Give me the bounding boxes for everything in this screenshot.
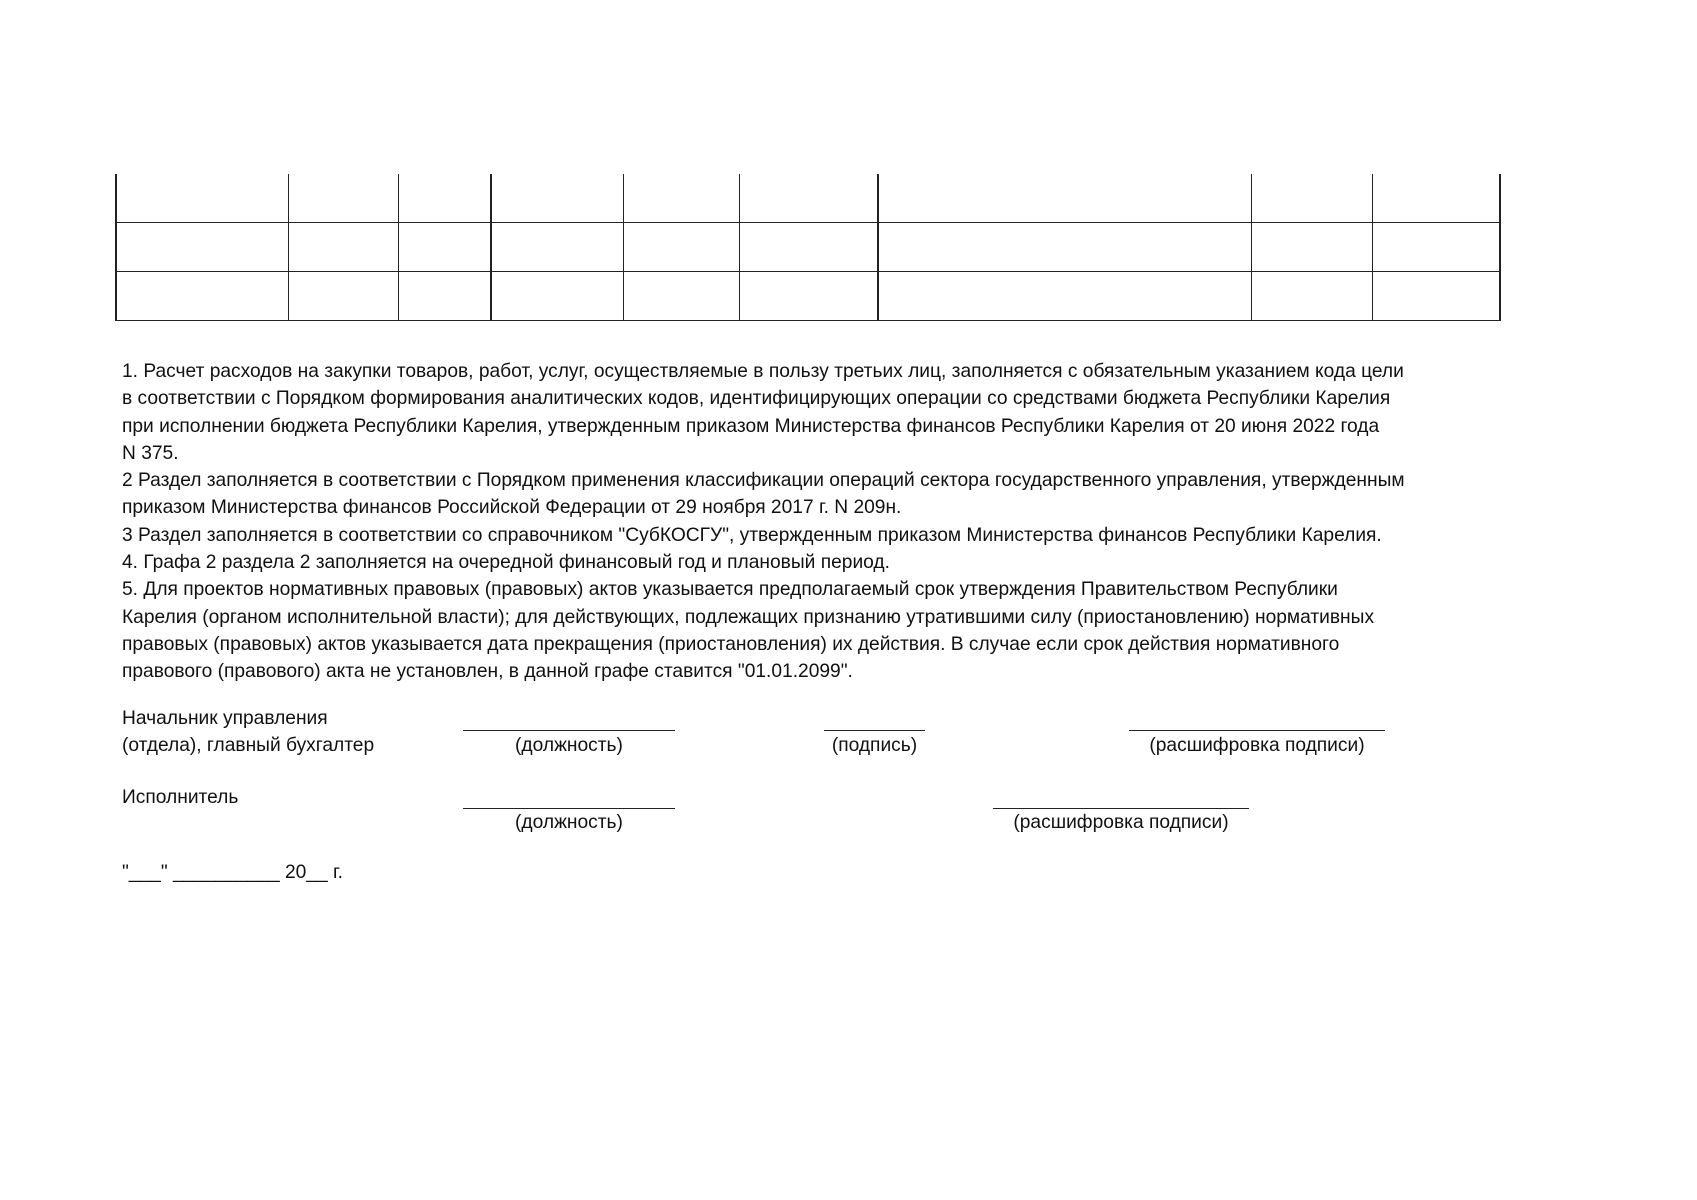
- table-vertical-rule: [739, 174, 740, 320]
- footnote-line: при исполнении бюджета Республики Карелия, утвержденным приказом Министерства финансов Республики Карелия от 20 июня 2022 года: [122, 415, 1380, 437]
- table-cell: [739, 222, 877, 271]
- executor-position-field[interactable]: [463, 808, 675, 809]
- footnote-line: 4. Графа 2 раздела 2 заполняется на очередной финансовый год и плановый период.: [122, 552, 890, 574]
- table-vertical-rule: [1372, 174, 1373, 320]
- table-cell: [288, 271, 398, 320]
- table-cell: [398, 174, 490, 222]
- table-cell: [398, 222, 490, 271]
- table-cell: [877, 222, 1251, 271]
- footnote-line: правовых (правовых) актов указывается дата прекращения (приостановления) их действия. В случае если срок действия нормативного: [122, 633, 1340, 655]
- table-cell: [739, 271, 877, 320]
- table-cell: [398, 271, 490, 320]
- head-signature-caption: (подпись): [831, 735, 918, 756]
- table-horizontal-rule: [115, 271, 1501, 272]
- table-cell: [115, 271, 288, 320]
- head-decoding-field[interactable]: [1129, 730, 1385, 731]
- table-cell: [877, 174, 1251, 222]
- table-cell: [739, 174, 877, 222]
- table-cell: [115, 222, 288, 271]
- head-label-line2: (отдела), главный бухгалтер: [122, 735, 375, 756]
- footnote-line: приказом Министерства финансов Российской Федерации от 29 ноября 2017 г. N 209н.: [122, 497, 902, 519]
- table-cell: [1372, 174, 1499, 222]
- footnote-line: 3 Раздел заполняется в соответствии со справочником "СубКОСГУ", утвержденным приказом Министерства финансов Республики Карелия.: [122, 524, 1382, 546]
- executor-decoding-caption: (расшифровка подписи): [1013, 812, 1229, 833]
- table-cell: [288, 222, 398, 271]
- table-cell: [115, 174, 288, 222]
- footnote-line: 1. Расчет расходов на закупки товаров, работ, услуг, осуществляемые в пользу третьих лиц, заполняется с обязательным указанием кода цели: [122, 361, 1404, 382]
- table-vertical-rule: [623, 174, 624, 320]
- table-vertical-rule: [288, 174, 289, 320]
- head-position-field[interactable]: [463, 730, 675, 731]
- head-decoding-caption: (расшифровка подписи): [1149, 735, 1365, 756]
- table-vertical-rule: [490, 174, 492, 320]
- table-cell: [623, 271, 739, 320]
- footnote-line: 2 Раздел заполняется в соответствии с Порядком применения классификации операций сектора государственного управления, утвержденным: [122, 470, 1405, 492]
- table-vertical-rule: [877, 174, 879, 320]
- table-cell: [1372, 271, 1499, 320]
- table-vertical-rule: [1251, 174, 1252, 320]
- table-cell: [490, 174, 623, 222]
- table-cell: [1251, 271, 1372, 320]
- table-cell: [490, 222, 623, 271]
- table-cell: [1251, 174, 1372, 222]
- table-cell: [1251, 222, 1372, 271]
- footnote-line: правового (правового) акта не установлен, в данной графе ставится "01.01.2099".: [122, 661, 853, 683]
- table-cell: [288, 174, 398, 222]
- footnote-line: N 375.: [122, 442, 179, 464]
- table-vertical-rule: [115, 174, 117, 320]
- table-horizontal-rule: [115, 222, 1501, 223]
- executor-position-caption: (должность): [515, 812, 623, 833]
- footnote-line: в соответствии с Порядком формирования аналитических кодов, идентифицирующих операции со средствами бюджета Республики Карелия: [122, 388, 1391, 410]
- table-cell: [623, 222, 739, 271]
- footnotes: [122, 358, 1522, 686]
- table-vertical-rule: [1499, 174, 1501, 320]
- table-cell: [490, 271, 623, 320]
- executor-decoding-field[interactable]: [993, 808, 1249, 809]
- footnote-line: Карелия (органом исполнительной власти); для действующих, подлежащих признанию утратившими силу (приостановлению) нормативных: [122, 606, 1375, 628]
- table-vertical-rule: [398, 174, 399, 320]
- head-label-line1: Начальник управления: [122, 708, 328, 729]
- head-position-caption: (должность): [515, 735, 623, 756]
- table-cell: [1372, 222, 1499, 271]
- footnote-line: 5. Для проектов нормативных правовых (правовых) актов указывается предполагаемый срок утверждения Правительством Республики: [122, 579, 1338, 601]
- date-line[interactable]: "___" __________ 20__ г.: [122, 862, 344, 883]
- table-horizontal-rule: [115, 320, 1501, 321]
- table-cell: [877, 271, 1251, 320]
- head-signature-field[interactable]: [824, 730, 925, 731]
- table-cell: [623, 174, 739, 222]
- executor-label: Исполнитель: [122, 787, 239, 808]
